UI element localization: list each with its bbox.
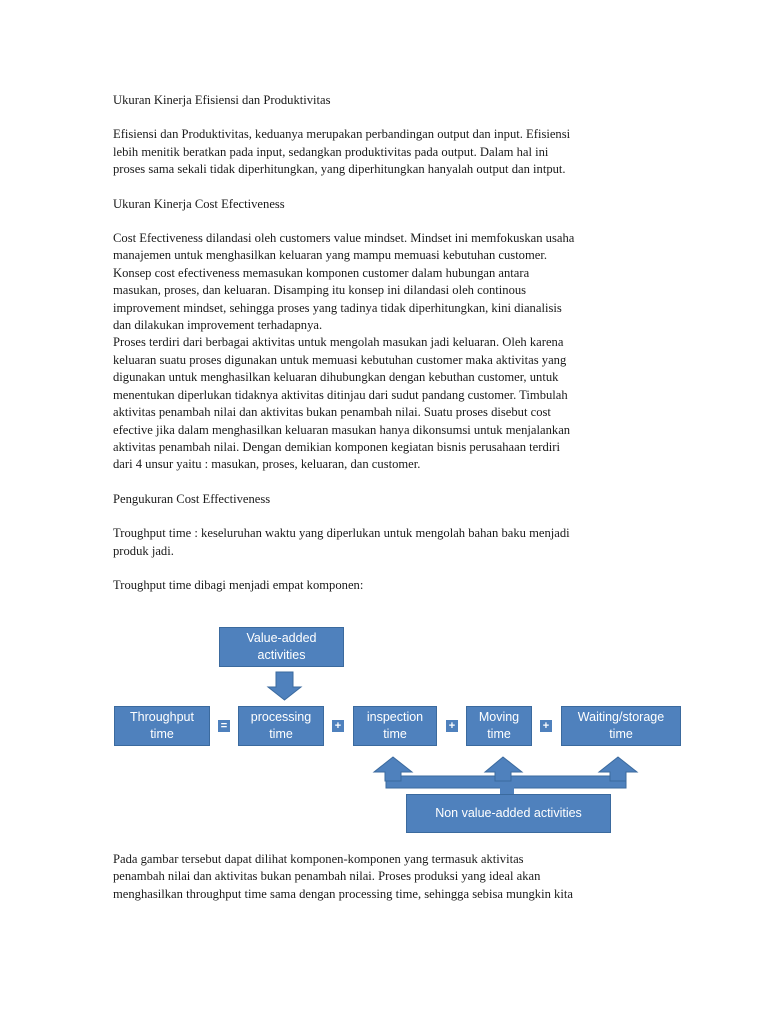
text-line: Troughput time : keseluruhan waktu yang diperlukan untuk mengolah bahan baku menjadi (113, 526, 570, 541)
text-line: produk jadi. (113, 543, 174, 558)
value-added-box (219, 627, 344, 667)
text-line: Cost Efectiveness dilandasi oleh customers value mindset. Mindset ini memfokuskan usaha (113, 231, 575, 246)
text-line: masukan, proses, dan keluaran. Disamping itu konsep ini dilandasi oleh continous (113, 283, 527, 298)
plus-operator: + (332, 720, 344, 732)
plus-operator: + (446, 720, 458, 732)
inspection-line: time (383, 727, 407, 741)
processing-line: time (269, 727, 293, 741)
moving-line: Moving (478, 710, 520, 724)
text-line: digunakan untuk menghasilkan keluaran dihubungkan dengan kebuthan customer, untuk (113, 370, 559, 385)
value-added-line: activities (257, 648, 306, 662)
text-line: efective jika dalam menghasilkan keluaran masukan hanya dikonsumsi untuk menjalankan (113, 422, 571, 437)
paragraph-komponen: Troughput time dibagi menjadi empat komponen: (113, 577, 364, 592)
processing-box (238, 706, 324, 746)
text-line: Konsep cost efectiveness memasukan komponen customer dalam hubungan antara (113, 265, 530, 280)
throughput-line: Throughput (130, 710, 194, 724)
heading-efisiensi: Ukuran Kinerja Efisiensi dan Produktivitas (113, 93, 331, 107)
waiting-line: Waiting/storage (577, 710, 665, 724)
text-line: improvement mindset, sehingga proses yang tadinya tidak diperhitungkan, kini dianalisis (113, 300, 562, 315)
value-added-line: Value-added (246, 631, 317, 645)
moving-box (466, 706, 532, 746)
waiting-line: time (609, 727, 633, 741)
heading-cost-effectiveness: Ukuran Kinerja Cost Efectiveness (113, 196, 285, 211)
text-line: menentukan diperlukan tidaknya aktivitas ditinjau dari sudut pandang customer. Timbulah (113, 387, 568, 402)
equals-operator: = (218, 720, 230, 732)
text-line: dan dilakukan improvement terhadapnya. (113, 318, 323, 333)
inspection-box (353, 706, 437, 746)
heading-pengukuran: Pengukuran Cost Effectiveness (113, 491, 271, 506)
text-line: menghasilkan throughput time sama dengan processing time, sehingga sebisa mungkin kita (113, 886, 573, 901)
text-line: Efisiensi dan Produktivitas, keduanya merupakan perbandingan output dan input. Efisiensi (113, 127, 571, 142)
text-line: dari 4 unsur yaitu : masukan, proses, keluaran, dan customer. (113, 457, 421, 472)
waiting-storage-box (561, 706, 681, 746)
paragraph-pada-gambar (113, 851, 573, 903)
text-line: keluaran suatu proses digunakan untuk memuasi kebutuhan customer maka aktivitas yang (113, 352, 567, 367)
throughput-line: time (150, 727, 174, 741)
processing-line: processing (250, 710, 312, 724)
text-line: penambah nilai dan aktivitas bukan penambah nilai. Proses produksi yang ideal akan (113, 869, 541, 884)
text-line: aktivitas penambah nilai dan aktivitas bukan penambah nilai. Suatu proses disebut cost (113, 405, 551, 420)
text-line: manajemen untuk menghasilkan keluaran yang mampu memuasi kebutuhan customer. (113, 248, 548, 263)
moving-line: time (487, 727, 511, 741)
plus-operator: + (540, 720, 552, 732)
text-line: lebih menitik beratkan pada input, sedangkan produktivitas pada output. Dalam hal ini (113, 144, 549, 159)
text-line: Pada gambar tersebut dapat dilihat komponen-komponen yang termasuk aktivitas (113, 852, 524, 866)
text-line: Proses terdiri dari berbagai aktivitas untuk mengolah masukan jadi keluaran. Oleh karena (113, 335, 564, 350)
non-value-added-box (406, 794, 611, 833)
throughput-box (114, 706, 210, 746)
non-value-added-label: Non value-added activities (435, 806, 582, 820)
inspection-line: inspection (366, 710, 424, 724)
down-arrow-icon (268, 672, 301, 700)
text-line: proses sama sekali tidak diperhitungkan, yang diperhitungkan hanyalah output dan intput. (113, 162, 566, 177)
text-line: aktivitas penambah nilai. Dengan demikian komponen kegiatan bisnis perusahaan terdiri (113, 439, 560, 454)
